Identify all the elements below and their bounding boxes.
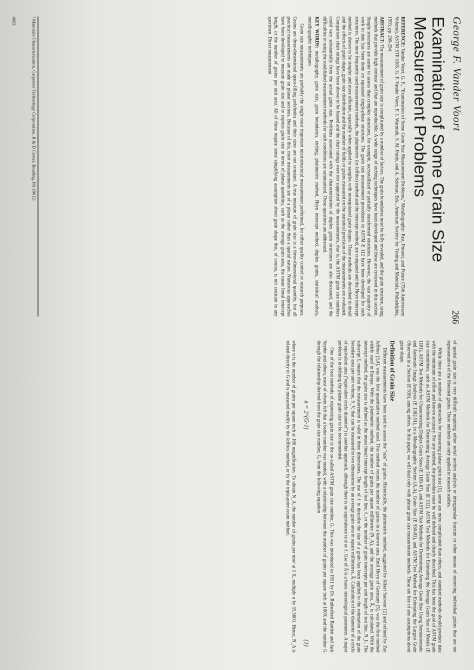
abstract-text: The measurement of grain size is complicated by a number of factors. The grain boundaries must be fully revealed, and the grain structure, using methods that provide high contrast and that are reproducible. A wide range of etching techniques have been developed and these are reviewed in this section. Simple structures are easier to assess than complex structures, for example, recrystallized or partially transformed structures. However, the vast majority of work to date has been done on equiaxed single-phase structures. The grain size measurement procedures in ASTM E 112 have been developed for such structures. The most frequently used measurement methods, the planimetric (or Jeffries) method and the intercept method, are compared and the Heyn intercept method is shown to be simpler and more efficient, especially when applied to samples with nonequiaxed grain shapes. These methods are described in detail and the effects of grain shape, grain size distribution and the number of fields or grains measured on the statistical precision of the measurements are evaluated. Comparison chart ratings have been shown to be biased and the chart ratings were not supported by the measurements, that is, the ASTM grain size numbers could vary substantially from the actual grain size. Problems associated with the characterization of duplex grain structures are also discussed, and the difficulties in using the established measurement methods for such conditions are summarized. These questions are addressed.	[321, 16, 384, 316]
keywords-paragraph	[305, 16, 318, 316]
body-paragraph: One of the best methods of expressing grain size is the so-called ASTM grain size number, G. This was introduced in 1951 by Dr. Rutherford Bartlett and Jack Snyder and others, most of whom felt that a better number was needed, with a relationship between the number of grains per square inch at 100X and the number G through the relationship derived from the grain size number, G, from the following equation	[315, 340, 334, 652]
left-column	[263, 16, 404, 316]
body-paragraph: where n is the number of grains per square inch at 100 magnification. To obtain N_A, the number of grains per mm² at 1 X, multiply n by 15.5003. Hence, N_A is related directly to G and is measured readily by the Jeffries method, or by the triple-point count method.	[284, 340, 296, 652]
body-paragraph: of spatial grain size is very difficult requiring either serial section analysis or intergranular fracture or other means of removing individual grains that are not representative of the liberated grains. These methods are only applied in research studies.	[445, 340, 457, 652]
equation-number: (1)	[302, 639, 309, 646]
footnote-continuation: 4662	[11, 16, 17, 25]
paper-title	[411, 16, 447, 316]
page-number: 266	[450, 310, 461, 324]
equation: n = 2^(G-1)	[302, 400, 309, 429]
title-line-2: Measurement Problems	[410, 16, 430, 197]
reference-text: Vander Voort, G. F., "Examination of Some Grain Size Measurement Problems," Metallography: Past, Present, and Future (75th Anniversary Volume), ASTM STP 1165, G. F. Vander Voort, F. J. Warmuth, S. M. Purdy, and A. Szirmae, Eds., American Society for Testing and Materials, Philadelphia, 1993, pp. 266-294.	[386, 16, 405, 316]
right-column	[281, 340, 456, 652]
abstract-paragraph	[320, 16, 383, 316]
abstract-label: ABSTRACT:	[378, 16, 384, 43]
section-heading: Definition of Grain Size	[388, 340, 395, 401]
title-line-1: Examination of Some Grain Size	[428, 16, 448, 262]
reference-paragraph	[385, 16, 404, 316]
keywords-text: metallography, grain size, grain boundaries, etching, planimetric method, Heyn intercept method, duplex grains, statistical analysis, metallographic techniques	[306, 16, 319, 316]
author-header: George F. Vander Voort	[450, 16, 463, 131]
intro-paragraph: Grain size measurements are probably the single most important microstructural measurement performed, for either quality control or research purposes. Grains are three-dimensional space-filling polyhedra and their sizes are not constant. A true measure of grain size is a three-dimensional quantity, but all practical measurements are made on planar sections. Because of this, most measurements are of a planar rather than a spatial nature. Numerous approaches have been developed to measure grain size and to express grain size in terms of planar quantities, such as the average grain area, the mean lineal intercept length, or the number of grains per unit area. All of these require some simplifying assumption about grain shape that, of course, is not constant in any specimen. Direct measurement	[266, 16, 304, 316]
body-paragraph: Different measurements have been used to assess the "size" of grains. Historically, the planimetric method, suggested by Albert Sauveur [2] and refined by Zay Jeffries [3,4], was the first quantitative method used. This method counts the number of grains in a known area. Emil Heyn of Germany [5], was the first method widely used in Europe. With the planimetric method, the number of grains per square millimetre (N_A), and the average grain area, A̅, is calculated. With the intercept method, the grain size is defined as the mean lineal intercept length of test line, ℓ, or the number of grain intercepts per unit length of test line, N_L. The subscript L means that the measurement is valid in three dimensions. The use of ℓ to describe the size of a grain has been applied to the estimation of the grain boundary area per unit volume, S_V, that can be measured in two dimensions by an average grain area in square millimetres, A̅. Calculation of the diameter of a circle of equivalent area ("equivalent circle diameter") is another approach, although there is no equivalence to d or ℓ. Use of A̅ is a basic stereological parameter. A major problem is in defining the planar grain size to be recommended.	[336, 340, 387, 652]
body-paragraph: While there are a number of approaches for measuring planar grain size [1], some are more complicated than others, and standard methods should produce data with the minimum of effort and known accuracy. For any method, the procedure must be well defined and clearly described. This has been the goal of ASTM grain size committees, such as ASTM Methods for Determining Average Grain Size (E 112), ASTM Test Methods for Estimating the Average Grain Size of Metals (E 1181), ASTM Test Methods for Characterizing Duplex Grain Sizes (E 1181-87), and ASTM Test Methods for Determining Average Grain Size Using Semiautomatic and Automatic Image Analysis (E 1382-91), in a Metallographic Section (A.A), Grain Size (E 930-83), and ASTM Test Method for Estimating the Largest Grain Observed in a Section (E 930), among others. In this paper, we will deal only with planar grain size measurement methods. These are free of any assumptions about grain shape.	[398, 340, 442, 652]
rotated-page	[10, 10, 465, 660]
reference-label: REFERENCE:	[399, 16, 405, 47]
footnote: ¹ Materials Characterization, Carpenter Technology Corporation, R & D Center, Reading, PA 19612-	[31, 16, 39, 316]
equation-row	[302, 400, 308, 646]
keywords-label: KEY WORDS:	[313, 16, 319, 48]
